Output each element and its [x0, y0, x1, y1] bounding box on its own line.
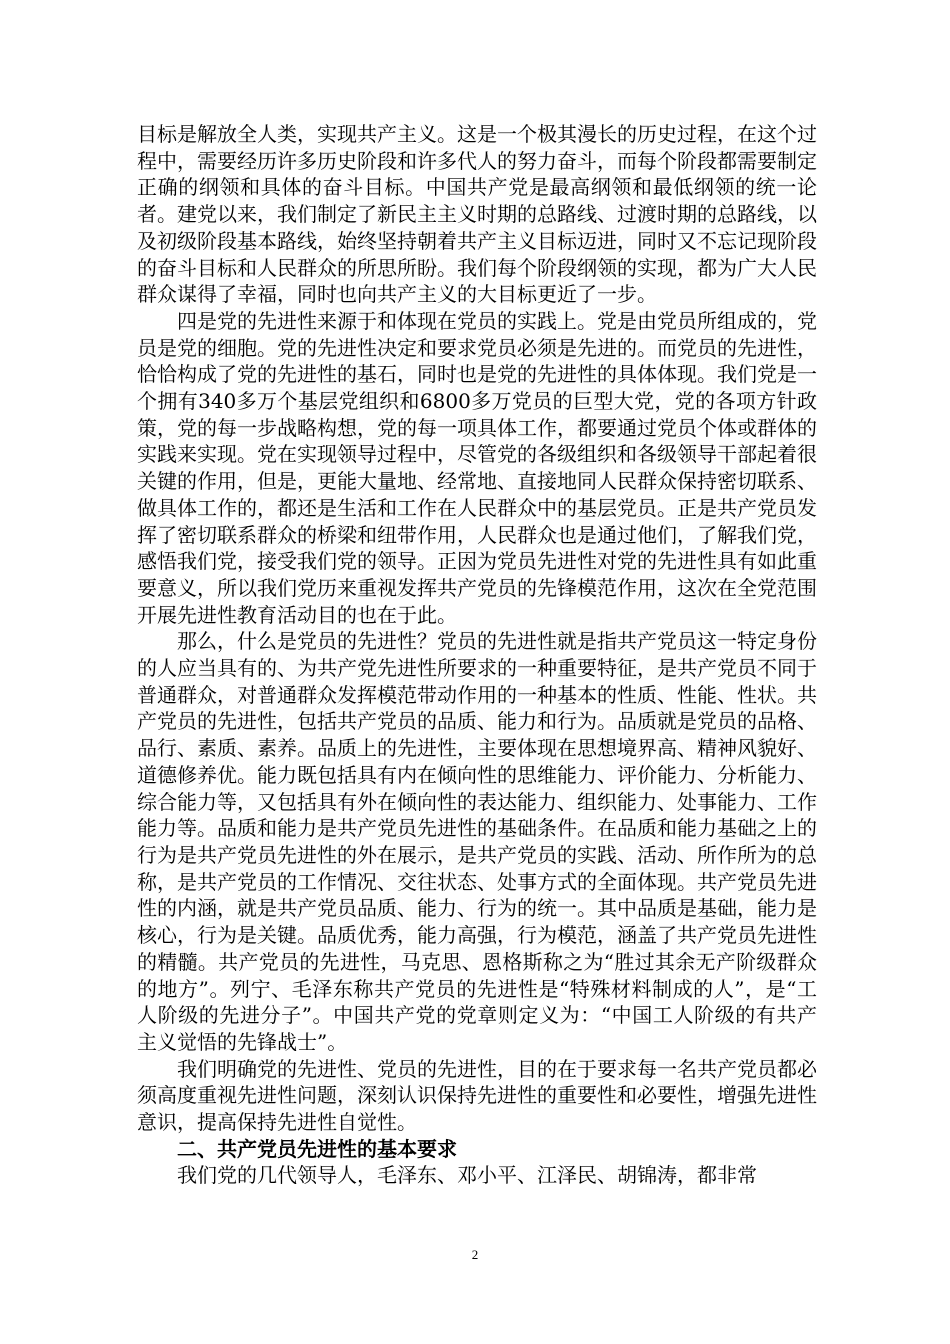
paragraph-member-advanced-nature-definition: 那么，什么是党员的先进性？党员的先进性就是指共产党员这一特定身份的人应当具有的、为共产党先进性所要求的一种重要特征，是共产党员不同于普通群众，对普通群众发挥模范带动作用的一种基本的性质、性能、性状。共产党员的先进性，包括共产党员的品质、能力和行为。品质就是党员的品格、品行、素质、素养。品质上的先进性，主要体现在思想境界高、精神风貌好、道德修养优。能力既包括具有内在倾向性的思维能力、评价能力、分析能力、综合能力等，又包括具有外在倾向性的表达能力、组织能力、处事能力、工作能力等。品质和能力是共产党员先进性的基础条件。在品质和能力基础之上的行为是共产党员先进性的外在展示，是共产党员的实践、活动、所作所为的总称，是共产党员的工作情况、交往状态、处事方式的全面体现。共产党员先进性的内涵，就是共产党员品质、能力、行为的统一。其中品质是基础，能力是核心，行为是关键。品质优秀，能力高强，行为模范，涵盖了共产党员先进性的精髓。共产党员的先进性，马克思、恩格斯称之为“胜过其余无产阶级群众的地方”。列宁、毛泽东称共产党员的先进性是“特殊材料制成的人”，是“工人阶级的先进分子”。中国共产党的党章则定义为：“中国工人阶级的有共产主义觉悟的先锋战士”。 [137, 629, 817, 1054]
paragraph-leaders: 我们党的几代领导人，毛泽东、邓小平、江泽民、胡锦涛，都非常 [177, 1163, 757, 1188]
section-heading: 二、共产党员先进性的基本要求 [177, 1136, 457, 1161]
page-number: 2 [471, 1247, 479, 1262]
paragraph-continuation: 目标是解放全人类，实现共产主义。这是一个极其漫长的历史过程，在这个过程中，需要经历许多历史阶段和许多代人的努力奋斗，而每个阶段都需要制定正确的纲领和具体的奋斗目标。中国共产党是最高纲领和最低纲领的统一论者。建党以来，我们制定了新民主主义时期的总路线、过渡时期的总路线，以及初级阶段基本路线，始终坚持朝着共产主义目标迈进，同时又不忘记现阶段的奋斗目标和人民群众的所思所盼。我们每个阶段纲领的实现，都为广大人民群众谋得了幸福，同时也向共产主义的大目标更近了一步。 [137, 122, 817, 307]
paragraph-purpose: 我们明确党的先进性、党员的先进性，目的在于要求每一名共产党员都必须高度重视先进性问题，深刻认识保持先进性的重要性和必要性，增强先进性意识，提高保持先进性自觉性。 [137, 1056, 817, 1135]
page-body [137, 121, 817, 1189]
paragraph-party-advanced-nature-practice: 四是党的先进性来源于和体现在党员的实践上。党是由党员所组成的，党员是党的细胞。党的先进性决定和要求党员必须是先进的。而党员的先进性，恰恰构成了党的先进性的基石，同时也是党的先进性的具体体现。我们党是一个拥有340多万个基层党组织和6800多万党员的巨型大党，党的各项方针政策，党的每一步战略构想，党的每一项具体工作，都要通过党员个体或群体的实践来实现。党在实现领导过程中，尽管党的各级组织和各级领导干部起着很关键的作用，但是，更能大量地、经常地、直接地同人民群众保持密切联系、做具体工作的，都还是生活和工作在人民群众中的基层党员。正是共产党员发挥了密切联系群众的桥梁和纽带作用，人民群众也是通过他们，了解我们党，感悟我们党，接受我们党的领导。正因为党员先进性对党的先进性具有如此重要意义，所以我们党历来重视发挥共产党员的先锋模范作用，这次在全党范围开展先进性教育活动目的也在于此。 [137, 308, 817, 627]
